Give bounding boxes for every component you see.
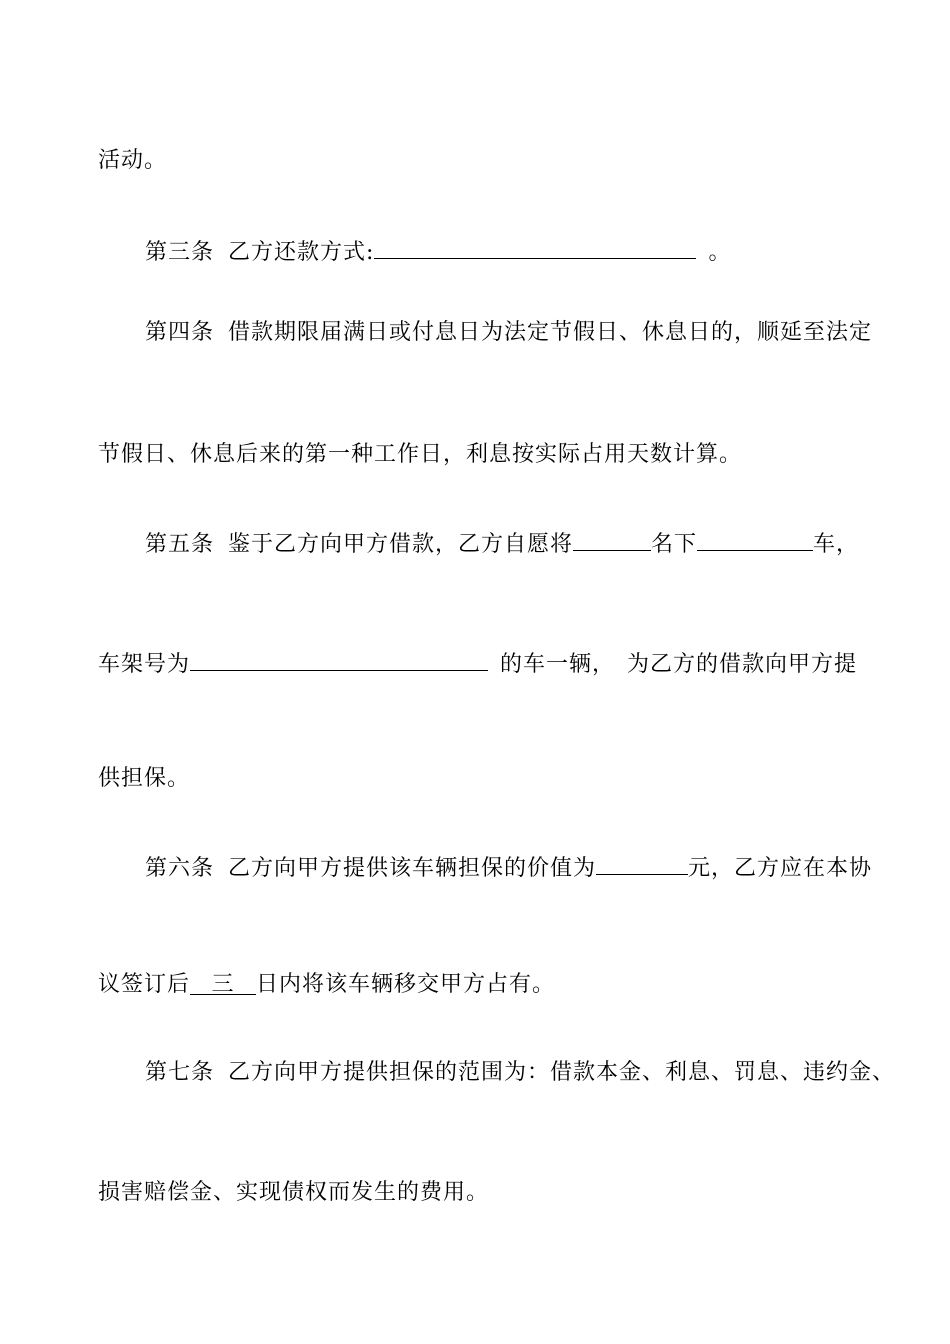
article-6-continuation bbox=[98, 970, 555, 1000]
article-text: 借款期限届满日或付息日为法定节假日、休息日的，顺延至法定 bbox=[228, 320, 873, 345]
article-text: 乙方向甲方提供担保的范围为：借款本金、利息、罚息、违约金、 bbox=[228, 1060, 896, 1085]
article-text-end: 。 bbox=[708, 240, 732, 265]
article-text: 日内将该车辆移交甲方占有。 bbox=[256, 972, 556, 997]
article-heading: 第五条 bbox=[145, 532, 215, 557]
article-5 bbox=[145, 526, 859, 560]
article-7 bbox=[145, 1058, 895, 1088]
vin-blank bbox=[190, 646, 488, 671]
article-6 bbox=[145, 850, 872, 884]
article-heading: 第六条 bbox=[145, 856, 215, 881]
days-blank: 三 bbox=[190, 970, 256, 995]
article-text: 供担保。 bbox=[98, 766, 191, 791]
article-7-continuation bbox=[98, 1178, 489, 1208]
article-heading: 第三条 bbox=[145, 240, 215, 265]
owner-name-blank bbox=[573, 526, 651, 551]
article-text: 的车一辆， bbox=[500, 652, 616, 677]
article-heading: 第四条 bbox=[145, 320, 215, 345]
repayment-method-blank bbox=[374, 234, 696, 259]
article-text: 鉴于乙方向甲方借款，乙方自愿将 bbox=[228, 532, 574, 557]
paragraph-continuation bbox=[98, 146, 167, 176]
article-text: 议签订后 bbox=[98, 972, 191, 997]
article-4-continuation bbox=[98, 440, 742, 470]
vehicle-model-blank bbox=[697, 526, 813, 551]
article-text: 名下 bbox=[651, 532, 698, 557]
article-text: 车， bbox=[813, 532, 860, 557]
article-5-continuation-2 bbox=[98, 764, 190, 794]
article-heading: 第七条 bbox=[145, 1060, 215, 1085]
article-text: 乙方还款方式: bbox=[228, 240, 375, 265]
text: 活动。 bbox=[98, 148, 168, 173]
article-text: 为乙方的借款向甲方提 bbox=[627, 652, 858, 677]
article-text: 车架号为 bbox=[98, 652, 191, 677]
article-4 bbox=[145, 318, 872, 348]
article-text: 节假日、休息后来的第一种工作日，利息按实际占用天数计算。 bbox=[98, 442, 743, 467]
article-text: 元，乙方应在本协 bbox=[688, 856, 873, 881]
article-5-continuation bbox=[98, 646, 857, 680]
article-3 bbox=[145, 234, 731, 268]
article-text: 乙方向甲方提供该车辆担保的价值为 bbox=[228, 856, 597, 881]
guarantee-value-blank bbox=[596, 850, 688, 875]
article-text: 损害赔偿金、实现债权而发生的费用。 bbox=[98, 1180, 490, 1205]
